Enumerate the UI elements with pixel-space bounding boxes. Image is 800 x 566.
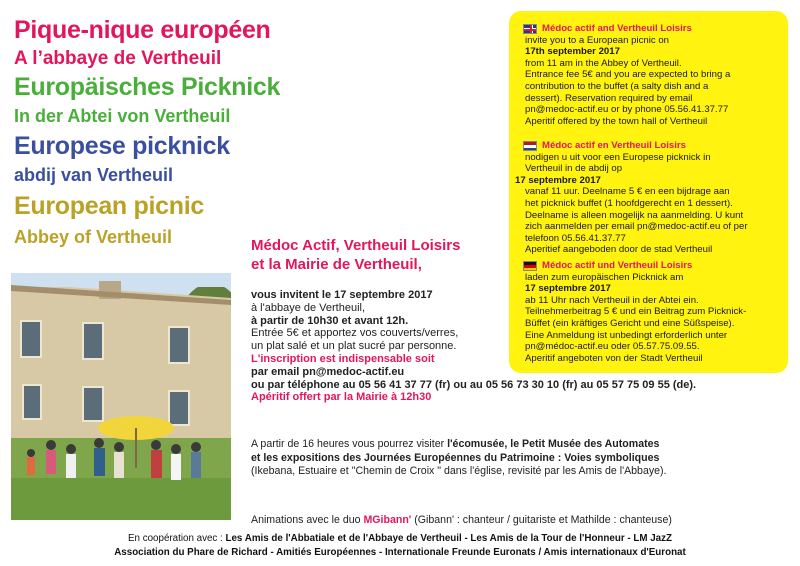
afternoon-details: (Ikebana, Estuaire et "Chemin de Croix " dans l'église, revisité par les Amis de l'Abbaye). [251,465,667,478]
german-line: Büffet (ein kräftiges Gericht und eine Süßspeise). [525,317,735,329]
english-line: from 11 am in the Abbey of Vertheuil. [525,57,682,69]
german-line: Teilnehmerbeitrag 5 € und ein Beitrag zum Picknick- [525,306,747,318]
subtitle-french: A l’abbaye de Vertheuil [14,48,222,69]
organizers [251,236,461,274]
dutch-line: telefoon 05.56.41.37.77 [525,232,626,244]
afternoon-exhibitions: et les expositions des Journées Européennes du Patrimoine : Voies symboliques [251,451,660,464]
dutch-line: nodigen u uit voor een Europese picknick in [525,151,711,163]
english-line: pn@medoc-actif.eu or by phone 05.56.41.37.77 [525,104,729,116]
animations-suffix: (Gibann' : chanteur / guitariste et Mathilde : chanteuse) [411,514,672,526]
duo-name: MGibann' [363,514,412,526]
animations-line [251,514,672,526]
invitation-details [251,289,696,404]
subtitle-english: Abbey of Vertheuil [14,227,173,247]
organizers-line: et la Mairie de Vertheuil, [251,256,422,273]
english-heading: Médoc actif and Vertheuil Loisirs [542,23,692,34]
subtitle-dutch: abdij van Vertheuil [14,165,174,185]
english-line: invite you to a European picnic on [525,34,669,46]
german-line: ab 11 Uhr nach Vertheuil in der Abtei ein. [525,294,699,306]
dutch-line: zich aanmelden per email pn@medoc-actif.eu of per [525,221,748,233]
title-french: Pique-nique européen [14,16,271,44]
invitation-fee: Entrée 5€ et apportez vos couverts/verres, [251,327,459,340]
german-line: 17 septembre 2017 [525,283,611,295]
dutch-heading: Médoc actif en Vertheuil Loisirs [542,140,686,151]
dutch-line: 17 septembre 2017 [515,174,601,186]
abbey-photo [11,273,231,520]
german-line: pn@médoc-actif.eu oder 05.57.75.09.55. [525,341,700,353]
invitation-time: à partir de 10h30 et avant 12h. [251,314,409,327]
nl-flag-icon [523,141,537,151]
invitation-aperitif: Apéritif offert par la Mairie à 12h30 [251,391,432,404]
cooperation-prefix: En coopération avec : [128,533,226,544]
invitation-required: L'inscription est indispensable soit [251,352,435,365]
uk-flag-icon [523,24,537,34]
dutch-line: Vertheuil in de abdij op [525,163,623,175]
german-line: Aperitif angeboten von der Stadt Vertheuil [525,352,703,364]
subtitle-german: In der Abtei von Vertheuil [14,106,231,126]
de-flag-icon [523,261,537,271]
dutch-line: Deelname is alleen mogelijk na aanmelding. U kunt [525,209,744,221]
title-german: Europäisches Picknick [14,73,281,101]
afternoon-paragraph [251,438,667,479]
english-line: Entrance fee 5€ and you are expected to bring a [525,69,731,81]
german-line: Eine Anmeldung ist unbedingt erforderlich unter [525,329,728,341]
cooperation-line-1 [0,532,800,546]
dutch-line: Aperitief aangeboden door de stad Vertheuil [525,244,713,256]
english-block [509,23,788,127]
invitation-date: vous invitent le 17 septembre 2017 [251,289,433,301]
german-line: laden zum europäischen Picknick am [525,271,684,283]
invitation-dishes: un plat salé et un plat sucré par personne. [251,340,457,353]
dutch-line: het picknick buffet (1 hoofdgerecht en 1 dessert). [525,197,733,209]
english-line: Aperitif offered by the town hall of Vertheuil [525,115,708,127]
title-dutch: Europese picknick [14,132,230,160]
afternoon-museums: l'écomusée, le Petit Musée des Automates [447,438,660,450]
invitation-email: par email pn@medoc-actif.eu [251,365,405,378]
animations-prefix: Animations avec le duo [251,514,364,526]
dutch-line: vanaf 11 uur. Deelname 5 € en een bijdrage aan [525,186,730,198]
german-heading: Médoc actif und Vertheuil Loisirs [542,260,693,271]
cooperation-partners-2: Association du Phare de Richard - Amitiés Européennes - Internationale Freunde Euronats / Amis internationaux d'Euronat [114,547,686,558]
english-line: contribution to the buffet (a salty dish and a [525,80,709,92]
invitation-phone: ou par téléphone au 05 56 41 37 77 (fr) ou au 05 56 73 30 10 (fr) au 05 57 75 09 55 (de). [251,378,697,391]
english-line: dessert). Reservation required by email [525,92,693,104]
organizers-line: Médoc Actif, Vertheuil Loisirs [251,237,461,254]
invitation-place: à l'abbaye de Vertheuil, [251,301,366,314]
english-line: 17th september 2017 [525,46,620,58]
cooperation-partners-1: Les Amis de l'Abbatiale et de l'Abbaye de Vertheuil - Les Amis de la Tour de l'Honneur - LM JazZ [225,533,672,544]
title-english: European picnic [14,192,204,220]
afternoon-intro: A partir de 16 heures vous pourrez visiter [251,438,448,450]
dutch-block [509,140,788,256]
